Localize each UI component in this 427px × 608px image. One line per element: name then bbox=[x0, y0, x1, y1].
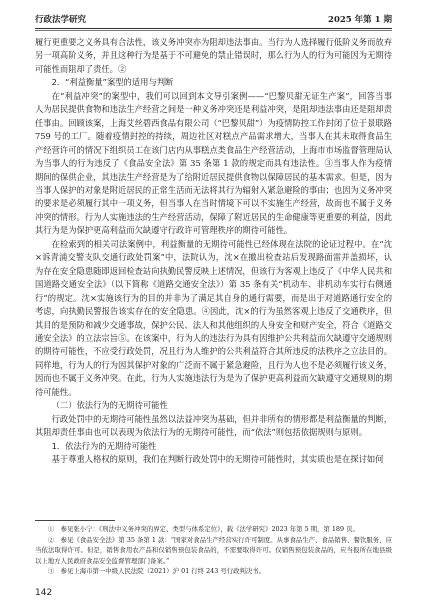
section-heading: （二）依法行为的无期待可能性 bbox=[51, 400, 168, 411]
footnote: ③ 参见上海市第一中级人民法院（2021）沪 01 行终 243 号行政判决书。 bbox=[47, 567, 266, 575]
section-heading: 1．依法行为的无期待可能性 bbox=[51, 440, 157, 451]
running-header bbox=[35, 9, 392, 25]
paragraph: 履行更重要之义务具有合法性，该义务冲突亦为阻却违法事由。当行为人选择履行低阶义务而放弃另一项高阶义务，并且这种行为是基于不可避免的禁止错误时，那么行为人的行为可能因为无期待可能性而阻却了责任。② bbox=[35, 37, 392, 74]
header-rule-thin bbox=[35, 30, 392, 31]
issue-label: 2025 年第 1 期 bbox=[328, 15, 392, 25]
page-number: 142 bbox=[35, 588, 53, 598]
main-body bbox=[35, 36, 392, 467]
footnotes bbox=[35, 524, 392, 577]
footnote: ② 参见《食品安全法》第 35 条第 1 款：“国家对食品生产经营实行许可制度。从事食品生产、食品销售、餐饮服务，应当依法取得许可。但是，销售食用农产品和仅销售预包装食品的，不需要取得许可。仅销售预包装食品的，应当报所在地县级以上地方人民政府食品安全监督管理部门备案。” bbox=[35, 535, 392, 565]
paragraph: 基于尊重人格权的原则，我们在判断行政处罚中的无期待可能性时，其实质也是在探讨如何 bbox=[51, 454, 384, 465]
paragraph: 在检索到的相关司法案例中，利益衡量的无期待可能性已经体现在法院的论证过程中。在“沈×诉青浦交警支队交通行政处罚案”中，法院认为，沈×在撤出检查站后发现路面雷并盖损坏，认为存在安全隐患随即返回检查站向执勤民警反映上述情况，但该行为客观上违反了《中华人民共和国道路交通安全法》（以下简称《道路交通安全法》）第 35 条有关“机动车、非机动车实行右侧通行”的规定。沈×实施该行为的目的并非为了满足其自身的通行需要，而是出于对道路通行安全的考虑，向执勤民警报告该实存在的安全隐患。④因此，沈×的行为虽然客观上违反了交通秩序，但其目的是预防和减少交通事故，保护公民、法人和其他组织的人身安全和财产安全，符合《道路交通安全法》的立法宗旨⑤。在该案中，行为人的违法行为具有因维护公共利益而欠缺遵守交通规则的期待可能性，不应受行政处罚，况且行为人维护的公共利益符合其所违反的法秩序之立法目的。同样地，行为人的行为因其保护对象的广泛而不属于紧急避险，且行为人也不是必须履行该义务，因而也不属于义务冲突。在此，行为人实施违法行为是为了保护更高利益而欠缺遵守交通规则的期待可能性。 bbox=[35, 238, 392, 397]
paragraph: 行政处罚中的无期待可能性虽然以法益冲突为基础，但并非所有的情形都是利益衡量的判断，其阻却责任事由也可以表现为依法行为的无期待可能性，而“依法”则包括依据规则与原则。 bbox=[35, 413, 392, 438]
journal-title: 行政法学研究 bbox=[35, 15, 87, 25]
footnote: ① 参见张小宁：《刑法中义务冲突的界定、类型与体系定位》，载《法学研究》2023 年第 5 期，第 189 页。 bbox=[47, 525, 359, 533]
footnote-rule bbox=[35, 520, 115, 521]
paragraph: 在“利益冲突”的案型中，我们可以回到本文导引案例——“巴黎贝甜无证生产案”，回答当事人为居民提供食物和违法生产经营之间是一种义务冲突还是利益冲突，是阻却违法事由还是阻却责任事由。回顾该案，上海艾丝碧西食品有限公司（“巴黎贝甜”）为疫情防控工作封闭了位于景联路 759 号的工厂。随着疫情封控的持续，周边社区对糕点产品需求增大，当事人在其未取得食品生产经营许可的情况下组织员工在该门店内从事糕点类食品生产经营活动，上海市市场监督管理局认为当事人的行为违反了《食品安全法》第 35 条第 1 款的规定而具有违法性。③当事人作为疫情期间的保供企业，其违法生产经营是为了给附近居民提供食物以保障居民的基本需求。但是，因为当事人保护的对象是附近居民的正常生活而无法将其行为辐射入紧急避险的事由；也因为义务冲突的要求是必须履行其中一项义务，但当事人在当时情境下可以不实施生产经营，故而也不属于义务冲突的情形。行为人实施违法的生产经营活动，保障了附近居民的生命健康等更重要的利益，因此其行为是为保护更高利益而欠缺遵守行政许可管理秩序的期待可能性。 bbox=[35, 90, 392, 236]
header-rule bbox=[35, 28, 392, 29]
section-heading: 2．“利益衡量”案型的适用与判断 bbox=[51, 77, 174, 88]
